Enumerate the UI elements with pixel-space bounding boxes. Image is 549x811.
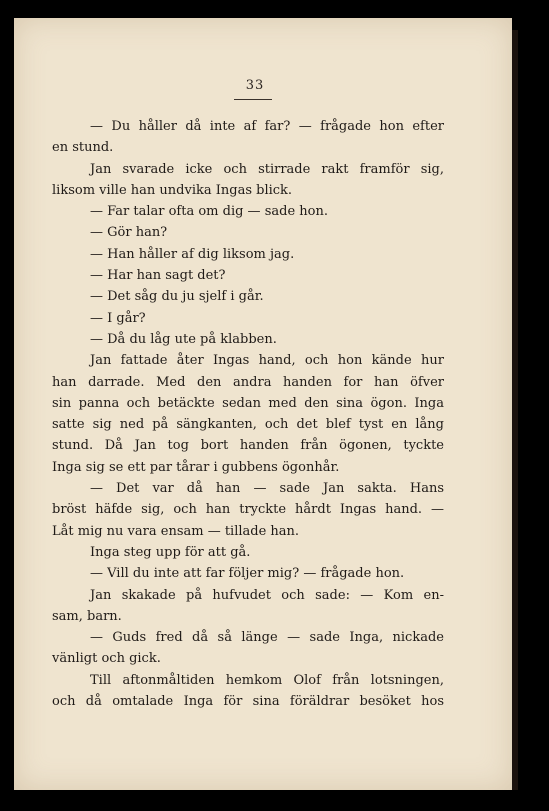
text-line: Jan fattade åter Ingas hand, och hon kände hur [90, 353, 444, 369]
text-line: — Gör han? [90, 225, 168, 241]
text-line: satte sig ned på sängkanten, och det blef tyst en lång [52, 417, 444, 433]
text-line: Till aftonmåltiden hemkom Olof från lotsningen, [90, 672, 444, 688]
text-line: vänligt och gick. [52, 651, 161, 667]
text-line: — Har han sagt det? [90, 268, 226, 284]
text-line: och då omtalade Inga för sina föräldrar besöket hos [52, 694, 444, 710]
text-line: Låt mig nu vara ensam — tillade han. [52, 523, 300, 539]
page-text-body [52, 116, 444, 712]
text-line: — I går? [90, 310, 146, 326]
text-line: — Far talar ofta om dig — sade hon. [90, 204, 328, 220]
text-line: — Guds fred då så länge — sade Inga, nickade [90, 630, 444, 646]
page-number-rule [234, 99, 272, 100]
text-line: Inga sig se ett par tårar i gubbens ögonhår. [52, 459, 340, 475]
text-line: han darrade. Med den andra handen for han öfver [52, 374, 444, 390]
book-spine-edge [512, 30, 518, 790]
text-line: bröst häfde sig, och han tryckte hårdt Ingas hand. — [52, 502, 444, 518]
text-line: sam, barn. [52, 608, 122, 624]
text-line: Jan svarade icke och stirrade rakt framför sig, [90, 161, 444, 177]
text-line: — Då du låg ute på klabben. [90, 331, 277, 347]
text-line: stund. Då Jan tog bort handen från ögonen, tyckte [52, 438, 444, 454]
text-line: en stund. [52, 140, 114, 156]
text-line: Inga steg upp för att gå. [90, 544, 251, 560]
text-line: — Du håller då inte af far? — frågade hon efter [90, 119, 444, 134]
page-number: 33 [245, 78, 265, 93]
text-line: — Det såg du ju sjelf i går. [90, 289, 264, 305]
text-line: — Det var då han — sade Jan sakta. Hans [90, 481, 444, 497]
text-line: liksom ville han undvika Ingas blick. [52, 182, 293, 198]
text-line: — Han håller af dig liksom jag. [90, 246, 295, 262]
text-line: sin panna och betäckte sedan med den sina ögon. Inga [52, 395, 444, 411]
text-line: Jan skakade på hufvudet och sade: — Kom en- [90, 587, 444, 603]
text-line: — Vill du inte att far följer mig? — frågade hon. [90, 566, 405, 582]
